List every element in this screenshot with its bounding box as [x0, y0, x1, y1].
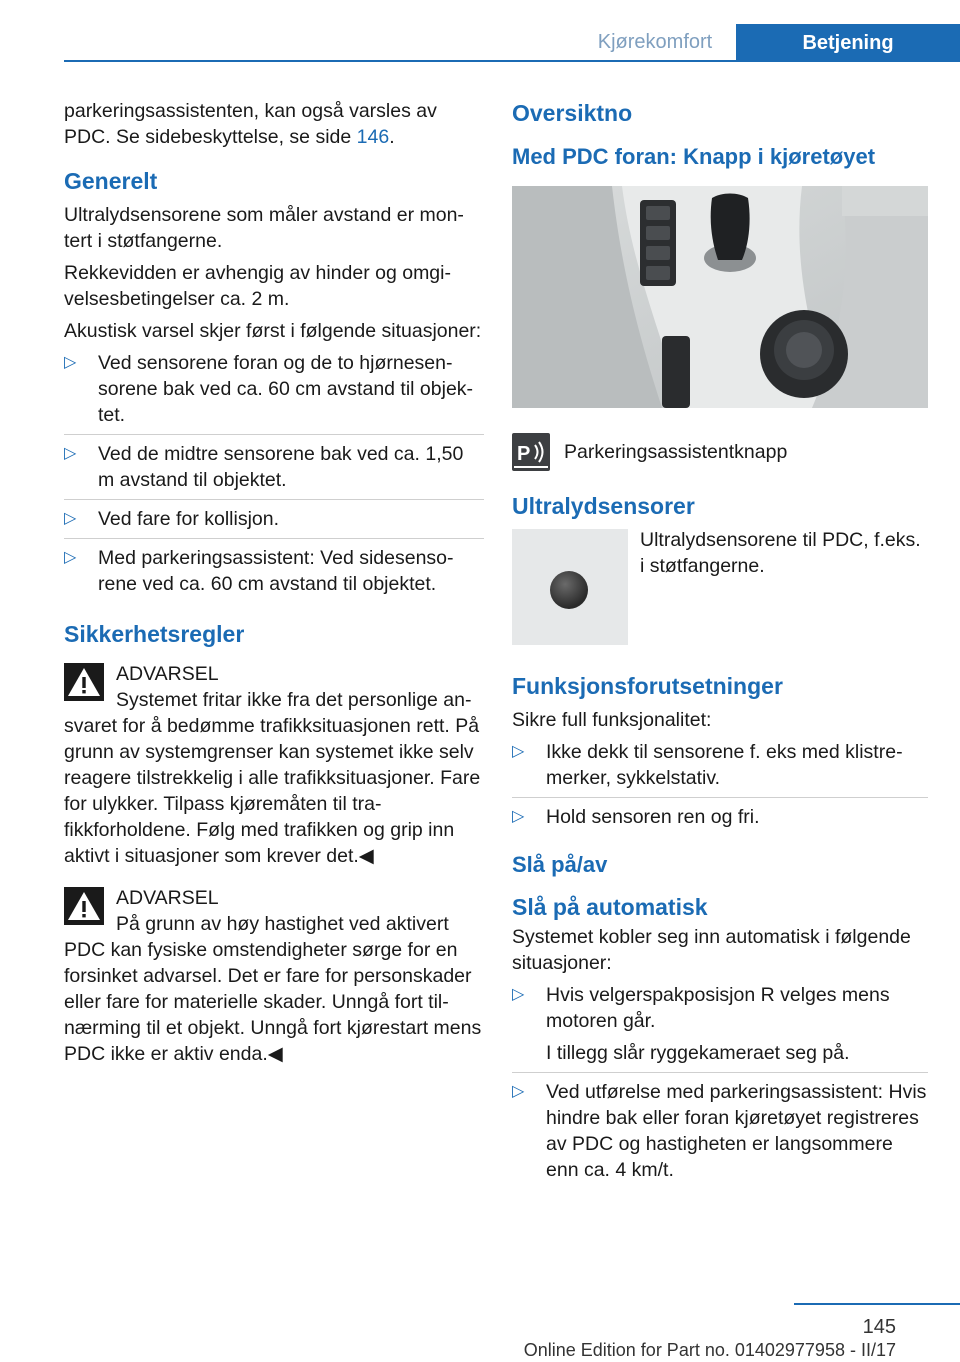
intro-paragraph: parkeringsassistenten, kan også varsles av PDC. Se sidebeskyttelse, se side 146.: [64, 100, 437, 148]
page-number: 145: [862, 1316, 896, 1338]
funk-paragraph: Sikre full funksjonalitet:: [512, 709, 712, 731]
list-item: ▷ Ved de midtre sensorene bak ved ca. 1,50 m avstand til objektet.: [64, 441, 484, 500]
left-column: [64, 98, 484, 1083]
warning-situations-list: [64, 350, 484, 603]
parking-assist-button-icon: [512, 433, 550, 471]
footer-rule: [794, 1303, 960, 1305]
triangle-bullet-icon: ▷: [512, 986, 525, 1003]
heading-pdc-button: Med PDC foran: Knapp i kjøretøyet: [512, 144, 876, 169]
triangle-bullet-icon: ▷: [64, 354, 77, 371]
auto-paragraph: Systemet kobler seg inn automatisk i følgende situasjoner:: [512, 926, 911, 974]
warning-title: ADVARSEL: [116, 887, 219, 909]
warning-triangle-icon: [64, 887, 104, 925]
list-item: ▷ Med parkeringsassistent: Ved sidesensorene ved ca. 60 cm avstand til objektet.: [64, 547, 454, 595]
auto-situations-list: [512, 982, 928, 1189]
svg-text:P: P: [517, 443, 531, 465]
warning-block-2: [64, 885, 484, 1067]
triangle-bullet-icon: ▷: [64, 445, 77, 462]
warning-text: Systemet fritar ikke fra det personlige ansvaret for å bedømme trafikksituasjonen rett. På grunn av systemgrenser kan systemet ikke selv reagere tilstrekkelig i alle trafikksituasjoner. Fare for ulykker. Tilpass kjøremåten til trafikkforholdene. Følg med trafikken og grip inn aktivt i situasjoner som krever det.◀: [64, 689, 481, 867]
warning-text: På grunn av høy hastighet ved aktivert PDC kan fysiske omstendigheter sørge for en forsinket advarsel. Det er fare for personskader eller fare for materielle skader. Unngå fort tilnærming til et objekt. Unngå fort kjørestart mens PDC ikke er aktiv enda.◀: [64, 913, 482, 1065]
warning-block-1: [64, 661, 484, 869]
warning-title: ADVARSEL: [116, 663, 219, 685]
list-item: ▷ Hold sensoren ren og fri.: [512, 806, 760, 828]
triangle-bullet-icon: ▷: [512, 743, 525, 760]
ultrasonic-sensor-image: [512, 529, 628, 645]
header-active-tab: Betjening: [736, 24, 960, 62]
right-column: [512, 98, 928, 1195]
list-item-subtext: I tillegg slår ryggekameraet seg på.: [546, 1042, 850, 1064]
heading-generelt: Generelt: [64, 168, 158, 194]
heading-sla-pa-av: Slå på/av: [512, 852, 608, 877]
triangle-bullet-icon: ▷: [512, 808, 525, 825]
generelt-paragraph-1: Ultralydsensorene som måler avstand er montert i støtfangerne.: [64, 204, 464, 252]
list-item: ▷ Ved fare for kollisjon.: [64, 506, 484, 539]
generelt-paragraph-2: Rekkevidden er avhengig av hinder og omgivelsesbetingelser ca. 2 m.: [64, 262, 451, 310]
list-item: ▷ Ved utførelse med parkeringsassistent: Hvis hindre bak eller foran kjøretøyet registreres av PDC og hastigheten er langsommere enn ca. 4 km/t.: [512, 1081, 927, 1181]
header-rule: [64, 60, 960, 62]
page-link-146[interactable]: 146: [356, 126, 390, 148]
heading-funksjonsforutsetninger: Funksjonsforutsetninger: [512, 673, 783, 699]
generelt-paragraph-3: Akustisk varsel skjer først i følgende situasjoner:: [64, 320, 482, 342]
heading-oversikt: Oversiktno: [512, 100, 633, 126]
caption-row: [512, 433, 928, 471]
sensor-block: [512, 527, 928, 651]
edition-note: Online Edition for Part no. 01402977958 - II/17: [523, 1340, 896, 1360]
heading-sla-pa-automatisk: Slå på automatisk: [512, 894, 708, 920]
heading-ultralydsensorer: Ultralydsensorer: [512, 493, 695, 519]
list-item: ▷ Ikke dekk til sensorene f. eks med klistremerker, sykkelstativ.: [512, 739, 928, 798]
triangle-bullet-icon: ▷: [64, 549, 77, 566]
sensor-text: Ultralydsensorene til PDC, f.eks. i støtfangerne.: [640, 529, 921, 577]
requirements-list: [512, 739, 928, 836]
triangle-bullet-icon: ▷: [64, 510, 77, 527]
list-item: ▷ Ved sensorene foran og de to hjørnesensorene bak ved ca. 60 cm avstand til objektet.: [64, 350, 484, 435]
triangle-bullet-icon: ▷: [512, 1083, 525, 1100]
heading-sikkerhetsregler: Sikkerhetsregler: [64, 621, 245, 647]
list-item: ▷ Hvis velgerspakposisjon R velges mens motoren går. I tillegg slår ryggekameraet seg på.: [512, 982, 928, 1073]
header-section-tab: Kjørekomfort: [597, 31, 713, 53]
warning-triangle-icon: [64, 663, 104, 701]
caption-text: Parkeringsassistentknapp: [564, 441, 788, 463]
center-console-photo: [512, 186, 928, 408]
